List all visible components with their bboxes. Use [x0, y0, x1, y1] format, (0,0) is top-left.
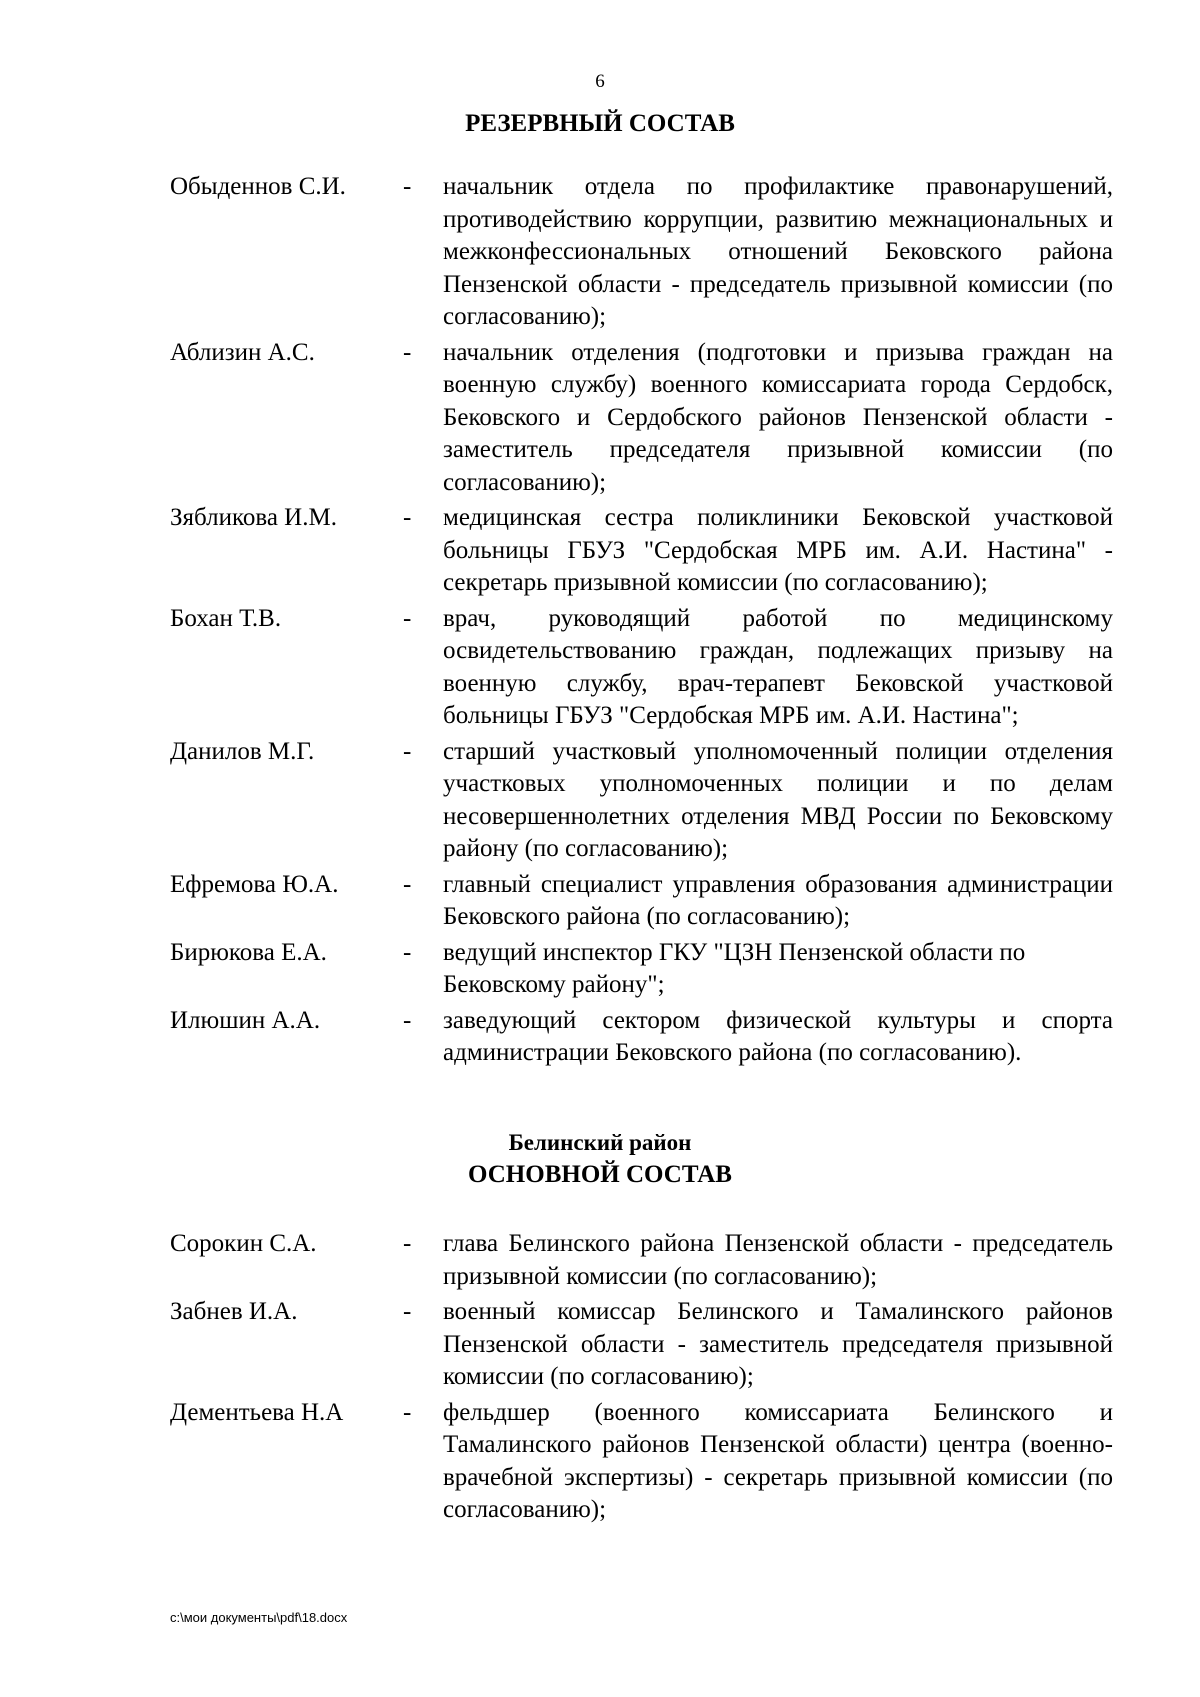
- separator-dash: -: [403, 870, 412, 898]
- separator-dash: -: [403, 338, 412, 366]
- member-name: Ефремова Ю.А.: [170, 870, 339, 898]
- member-role: глава Белинского района Пензенской области - председатель призывной комиссии (по согласованию);: [443, 1230, 1113, 1290]
- member-name: Бохан Т.В.: [170, 604, 282, 632]
- member-role: начальник отделения (подготовки и призыва граждан на военную службу) военного комиссариата города Сердобск, Бековского и Сердобского районов Пензенской области - заместитель председателя призывной комиссии (по согласованию);: [443, 338, 1113, 496]
- separator-dash: -: [403, 1230, 412, 1257]
- document-file-path: c:\мои документы\pdf\18.docx: [170, 1610, 348, 1625]
- member-name: Бирюкова Е.А.: [170, 938, 327, 966]
- roster-row: [170, 1005, 1120, 1070]
- member-role: старший участковый уполномоченный полиции отделения участковых уполномоченных полиции и по делам несовершеннолетних отделения МВД России по Бековскому району (по согласованию);: [443, 737, 1113, 862]
- member-name: Данилов М.Г.: [170, 737, 315, 765]
- roster-row: [170, 1228, 1120, 1293]
- member-role: фельдшер (военного комиссариата Белинского и Тамалинского районов Пензенской области) центра (военно-врачебной экспертизы) - секретарь призывной комиссии (по согласованию);: [443, 1398, 1113, 1523]
- member-role: начальник отдела по профилактике правонарушений, противодействию коррупции, развитию межнациональных и межконфессиональных отношений Бековского района Пензенской области - председатель призывной комиссии (по согласованию);: [443, 173, 1113, 330]
- separator-dash: -: [403, 1398, 412, 1426]
- separator-dash: -: [403, 1006, 412, 1034]
- separator-dash: -: [403, 938, 412, 966]
- roster-row: [170, 603, 1120, 733]
- member-role: главный специалист управления образования администрации Бековского района (по согласованию);: [443, 870, 1113, 930]
- roster-row: [170, 869, 1120, 934]
- member-name: Обыденнов С.И.: [170, 173, 346, 200]
- main-roster: [170, 1228, 1120, 1530]
- separator-dash: -: [403, 173, 412, 200]
- member-role: военный комиссар Белинского и Тамалинского районов Пензенской области - заместитель председателя призывной комиссии (по согласованию);: [443, 1298, 1113, 1390]
- roster-row: [170, 937, 1120, 1002]
- member-role: медицинская сестра поликлиники Бековской участковой больницы ГБУЗ "Сердобская МРБ им. А.И. Настина" - секретарь призывной комиссии (по согласованию);: [443, 504, 1113, 596]
- reserve-roster: [170, 171, 1120, 1073]
- reserve-heading: РЕЗЕРВНЫЙ СОСТАВ: [465, 110, 735, 137]
- separator-dash: -: [403, 737, 412, 765]
- member-name: Забнев И.А.: [170, 1298, 298, 1325]
- roster-row: [170, 502, 1120, 600]
- member-name: Илюшин А.А.: [170, 1006, 321, 1034]
- main-composition-heading: ОСНОВНОЙ СОСТАВ: [468, 1161, 732, 1188]
- member-role: врач, руководящий работой по медицинскому освидетельствованию граждан, подлежащих призыву на военную службу, врач-терапевт Бековской участковой больницы ГБУЗ "Сердобская МРБ им. А.И. Настина";: [443, 604, 1113, 729]
- page-number: 6: [595, 71, 605, 92]
- member-role: ведущий инспектор ГКУ "ЦЗН Пензенской области по Бековскому району";: [443, 938, 1026, 998]
- roster-row: [170, 1397, 1120, 1527]
- separator-dash: -: [403, 504, 412, 531]
- member-name: Сорокин С.А.: [170, 1230, 317, 1257]
- separator-dash: -: [403, 1298, 412, 1325]
- roster-row: [170, 337, 1120, 500]
- member-name: Зябликова И.М.: [170, 504, 337, 531]
- separator-dash: -: [403, 604, 412, 632]
- roster-row: [170, 171, 1120, 334]
- member-name: Дементьева Н.А: [170, 1398, 344, 1426]
- member-name: Аблизин А.С.: [170, 338, 315, 366]
- district-title: Белинский район: [508, 1130, 692, 1155]
- member-role: заведующий сектором физической культуры и спорта администрации Бековского района (по согласованию).: [443, 1006, 1113, 1066]
- roster-row: [170, 736, 1120, 866]
- roster-row: [170, 1296, 1120, 1394]
